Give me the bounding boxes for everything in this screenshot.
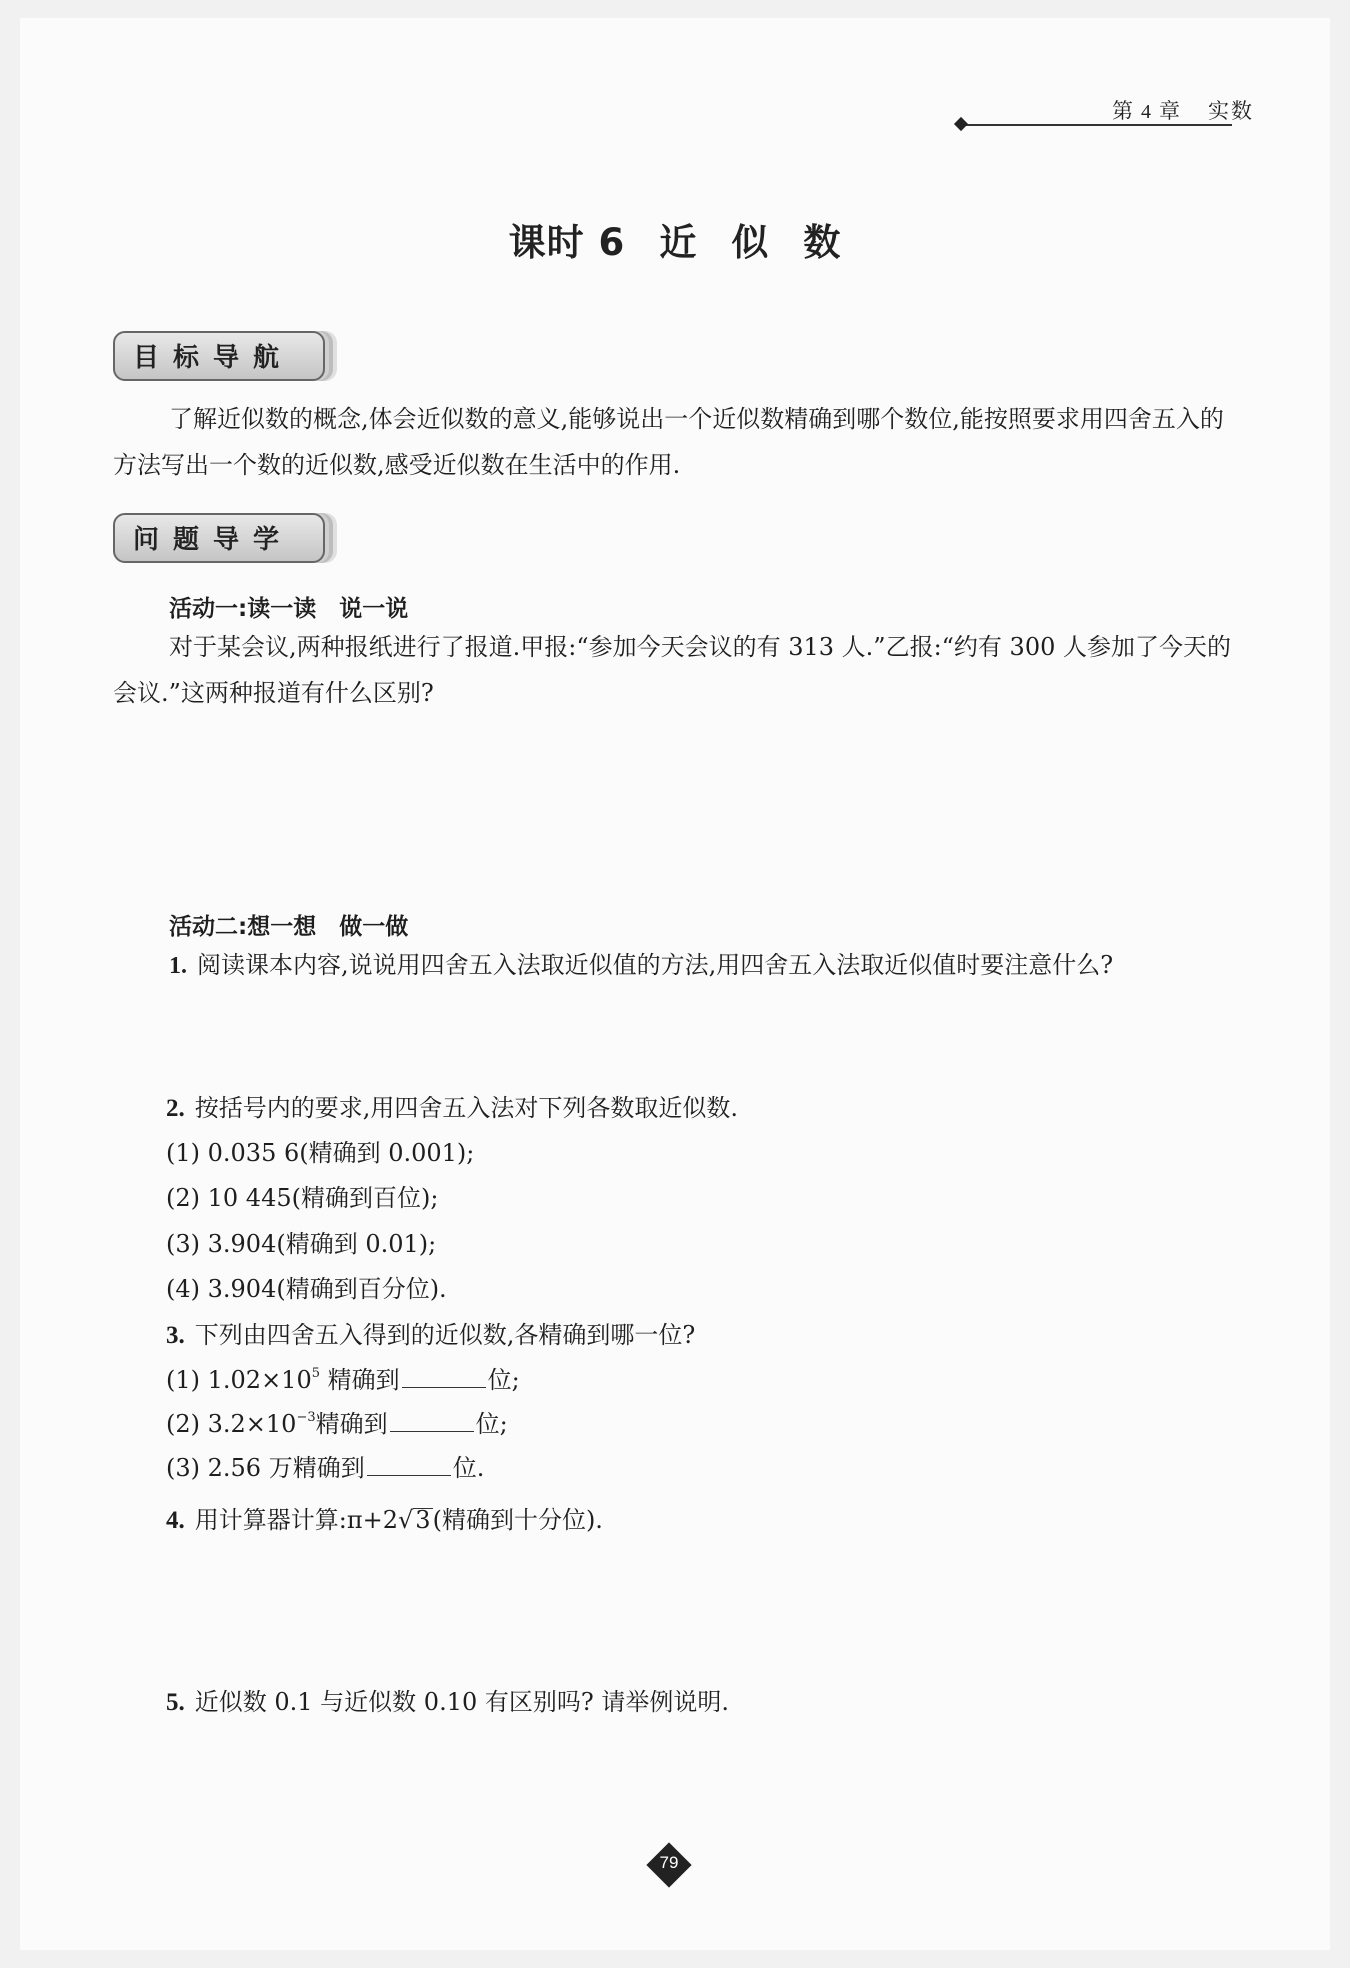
- q3-item-1: [166, 1360, 520, 1395]
- q3-2-exponent: −3: [296, 1410, 316, 1425]
- goals-text: 了解近似数的概念,体会近似数的意义,能够说出一个近似数精确到哪个数位,能按照要求用四舍五入的方法写出一个数的近似数,感受近似数在生活中的作用.: [113, 405, 1224, 479]
- answer-blank[interactable]: [367, 1455, 451, 1476]
- question-4-text: 用计算器计算:π+2: [194, 1506, 398, 1534]
- sqrt-symbol: √: [398, 1506, 414, 1534]
- q2-item: (1) 0.035 6(精确到 0.001);: [166, 1139, 475, 1167]
- question-5-text: 近似数 0.1 与近似数 0.10 有区别吗? 请举例说明.: [194, 1688, 729, 1716]
- q3-2-text: (2) 3.2×10: [166, 1410, 297, 1438]
- question-4-after: (精确到十分位).: [432, 1506, 603, 1534]
- q3-item-3: [166, 1448, 484, 1483]
- lesson-title: [0, 212, 1350, 266]
- answer-blank[interactable]: [390, 1411, 474, 1432]
- activity2-heading: 活动二:想一想 做一做: [169, 914, 409, 940]
- q2-item: (3) 3.904(精确到 0.01);: [166, 1230, 437, 1258]
- question-3-text: 下列由四舍五入得到的近似数,各精确到哪一位?: [194, 1321, 696, 1349]
- q3-1-after: 精确到: [320, 1366, 400, 1394]
- q3-item-2: [166, 1404, 508, 1439]
- activity1-heading: 活动一:读一读 说一说: [169, 596, 409, 622]
- question-1-number: 1.: [169, 953, 187, 979]
- title-char-2: 似: [731, 221, 770, 264]
- section-badge-goals: 目标导航: [113, 331, 325, 381]
- section-badge-guide: 问题导学: [113, 513, 325, 563]
- q2-item: (2) 10 445(精确到百位);: [166, 1184, 439, 1212]
- q3-1-exponent: 5: [311, 1366, 320, 1381]
- goals-paragraph: [113, 396, 1238, 488]
- question-5-number: 5.: [166, 1689, 185, 1716]
- question-2-text: 按括号内的要求,用四舍五入法对下列各数取近似数.: [194, 1094, 739, 1122]
- q3-2-suffix: 位;: [475, 1410, 508, 1438]
- q3-3-suffix: 位.: [452, 1454, 485, 1482]
- q3-1-suffix: 位;: [487, 1366, 520, 1394]
- activity1-paragraph: [113, 624, 1238, 716]
- title-char-3: 数: [803, 221, 842, 264]
- chapter-number: 4: [1140, 101, 1153, 123]
- q3-1-text: (1) 1.02×10: [166, 1366, 312, 1394]
- q3-2-after: 精确到: [315, 1410, 388, 1438]
- chapter-header: [1112, 95, 1254, 125]
- question-3: [166, 1315, 695, 1350]
- q2-item: (4) 3.904(精确到百分位).: [166, 1275, 447, 1303]
- lesson-number: 课时 6: [508, 221, 626, 264]
- question-1: [113, 942, 1238, 989]
- chapter-name: 实数: [1208, 99, 1254, 123]
- header-rule: [962, 124, 1232, 126]
- chapter-suffix: 章: [1158, 99, 1182, 123]
- page-number: 79: [659, 1853, 679, 1872]
- question-3-number: 3.: [166, 1322, 185, 1349]
- question-4: [166, 1500, 603, 1535]
- answer-blank[interactable]: [402, 1367, 486, 1388]
- chapter-prefix: 第: [1111, 99, 1135, 123]
- q3-3-text: (3) 2.56 万精确到: [166, 1454, 365, 1482]
- page-number-badge: [649, 1845, 689, 1885]
- activity1-text: 对于某会议,两种报纸进行了报道.甲报:“参加今天会议的有 313 人.”乙报:“约有 300 人参加了今天的会议.”这两种报道有什么区别?: [113, 633, 1231, 707]
- question-5: [166, 1682, 729, 1717]
- title-char-1: 近: [659, 221, 698, 264]
- question-4-number: 4.: [166, 1507, 185, 1534]
- question-1-text: 阅读课本内容,说说用四舍五入法取近似值的方法,用四舍五入法取近似值时要注意什么?: [197, 951, 1114, 979]
- sqrt-radicand: 3: [415, 1506, 431, 1534]
- question-2-number: 2.: [166, 1095, 185, 1122]
- question-2: [166, 1088, 738, 1123]
